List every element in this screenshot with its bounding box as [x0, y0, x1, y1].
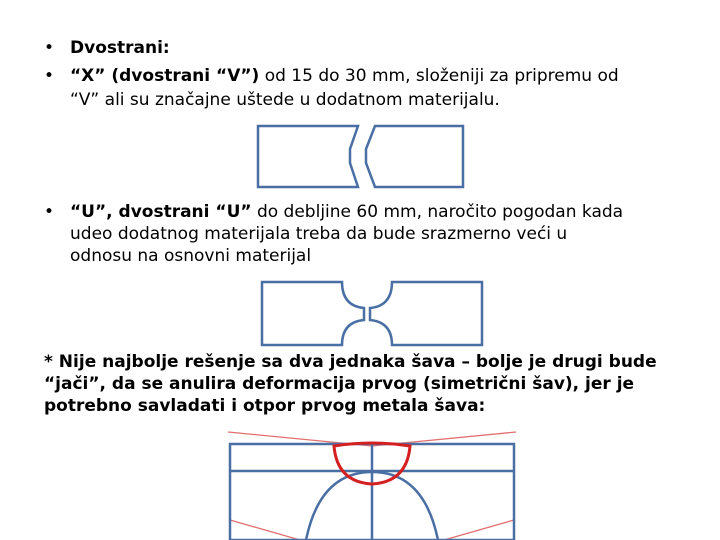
bullet-marker: •: [44, 202, 55, 222]
x-joint-left-plate: [258, 126, 358, 187]
note-line-1: * Nije najbolje rešenje sa dva jednaka šava – bolje je drugi bude: [44, 352, 657, 372]
x-joint-desc-2: “V” ali su značajne uštede u dodatnom materijalu.: [70, 90, 500, 110]
bullet-dvostrani-text: Dvostrani:: [70, 38, 170, 58]
deformation-line-right-low: [444, 520, 514, 540]
x-joint-desc-1: od 15 do 30 mm, složeniji za pripremu od: [259, 66, 619, 86]
note-line-2: “jači”, da se anulira deformacija prvog (simetrični šav), jer je: [44, 374, 635, 394]
deformation-line-left-low: [230, 520, 300, 540]
u-joint-desc-1: do debljine 60 mm, naročito pogodan kada: [251, 202, 624, 222]
u-joint-desc-3: odnosu na osnovni materijal: [70, 246, 312, 266]
x-joint-diagram: [258, 126, 463, 187]
u-joint-left-plate: [262, 282, 364, 345]
u-joint-desc-2: udeo dodatnog materijala treba da bude srazmerno veći u: [70, 224, 568, 244]
asymmetric-weld-diagram: [228, 432, 516, 540]
bullet-marker: •: [44, 38, 55, 58]
x-joint-title: “X” (dvostrani “V”): [70, 66, 260, 86]
u-joint-title: “U”, dvostrani “U”: [70, 202, 252, 222]
x-joint-right-plate: [366, 126, 463, 187]
u-joint-right-plate: [370, 282, 482, 345]
note-line-3: potrebno savladati i otpor prvog metala šava:: [44, 396, 486, 416]
bullet-marker: •: [44, 66, 55, 86]
u-joint-diagram: [262, 282, 482, 345]
